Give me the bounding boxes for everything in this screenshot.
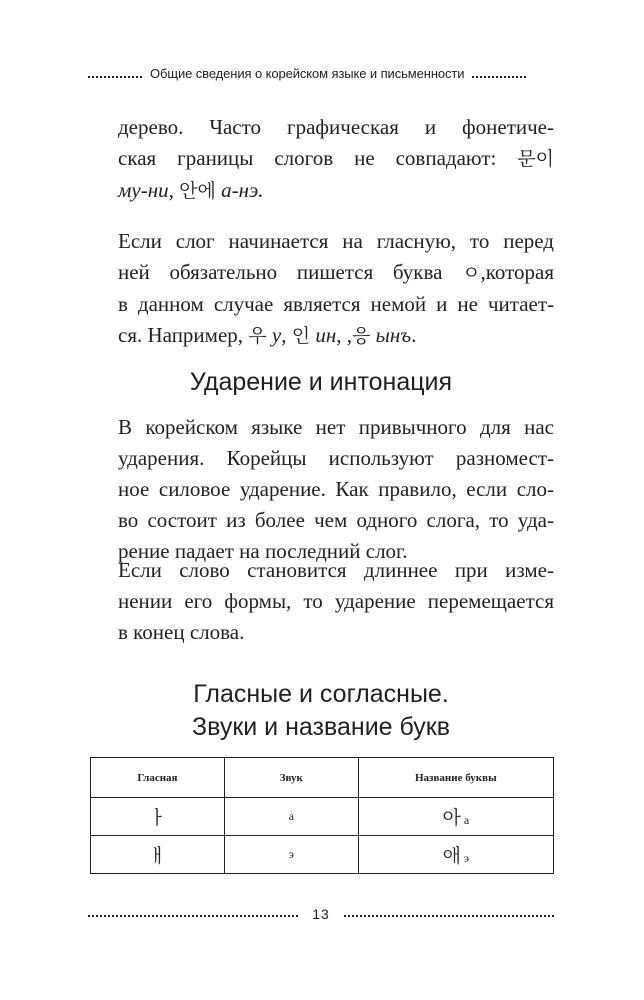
romanization: му-ни,	[118, 178, 180, 202]
sound-cell: э	[224, 836, 358, 874]
footer-dots-right	[344, 915, 554, 917]
letter-name-korean: 애	[442, 845, 461, 867]
table-row	[91, 798, 554, 836]
heading-line: Звуки и название букв	[192, 713, 450, 741]
text-line	[118, 175, 554, 207]
text-line: Если слог начинается на гласную, то перед	[118, 229, 554, 253]
romanization: а-нэ.	[215, 178, 264, 202]
text-line: нении его формы, то ударение перемещается	[118, 589, 554, 613]
text-line: во состоит из более чем одного слога, то уда-	[118, 508, 554, 532]
column-header: Звук	[224, 758, 358, 798]
running-header-title: Общие сведения о корейском языке и письменности	[150, 66, 465, 81]
letter-name-cell	[358, 798, 553, 836]
heading-stress-intonation: Ударение и интонация	[189, 368, 453, 396]
letter-name-korean: 아	[442, 807, 461, 829]
text-line: ударения. Корейцы используют разномест-	[118, 446, 554, 470]
table-row	[91, 836, 554, 874]
korean-example: 인	[291, 325, 311, 347]
text-span: ,которая	[480, 260, 554, 284]
text-span: .	[411, 323, 417, 347]
text-line: дерево. Часто графическая и фонетиче-	[118, 115, 554, 139]
letter-name-cell	[358, 836, 553, 874]
text-line: рение падает на последний слог.	[118, 539, 408, 563]
korean-example: 응	[352, 325, 371, 347]
paragraph-syllable-boundaries	[118, 112, 554, 207]
vowel-cell: ㅐ	[91, 836, 225, 874]
text-line: Если слово становится длиннее при изме-	[118, 558, 554, 582]
column-header: Гласная	[91, 758, 225, 798]
text-line: в конец слова.	[118, 620, 245, 644]
text-span: ская границы слогов не совпадают:	[118, 146, 518, 170]
text-line: ное силовое ударение. Как правило, если сло-	[118, 477, 554, 501]
korean-example: 문이	[517, 148, 554, 170]
text-span: ,	[281, 323, 292, 347]
text-line: в данном случае является немой и не читает-	[118, 292, 554, 316]
header-dots-left	[88, 76, 142, 78]
paragraph-stress-shift	[118, 555, 554, 648]
text-span: ся. Например,	[118, 323, 249, 347]
text-line	[118, 143, 554, 175]
paragraph-stress	[118, 412, 554, 567]
letters-table	[90, 757, 554, 874]
heading-vowels-consonants	[88, 678, 554, 744]
text-span: , ,	[336, 323, 352, 347]
text-line	[118, 257, 554, 289]
header-dots-right	[472, 76, 526, 78]
letter-name-romanization: а	[463, 813, 470, 827]
running-header	[88, 66, 554, 81]
column-header: Название буквы	[358, 758, 553, 798]
text-line	[118, 320, 554, 352]
paragraph-silent-letter	[118, 226, 554, 352]
letter-name-romanization: э	[463, 851, 470, 865]
table-header-row	[91, 758, 554, 798]
romanization: у	[266, 323, 282, 347]
romanization: ынъ	[370, 323, 412, 347]
korean-letter: ㅇ	[462, 262, 481, 284]
heading-line: Гласные и согласные.	[193, 680, 449, 708]
romanization: ин	[310, 323, 337, 347]
vowel-cell: ㅏ	[91, 798, 225, 836]
sound-cell: а	[224, 798, 358, 836]
footer-dots-left	[88, 915, 298, 917]
page-number: 13	[312, 906, 330, 922]
text-span: ней обязательно пишется буква	[118, 260, 463, 284]
text-line: В корейском языке нет привычного для нас	[118, 415, 554, 439]
korean-example: 우	[248, 325, 267, 347]
korean-example: 안에	[179, 180, 216, 202]
page-footer	[88, 906, 554, 922]
